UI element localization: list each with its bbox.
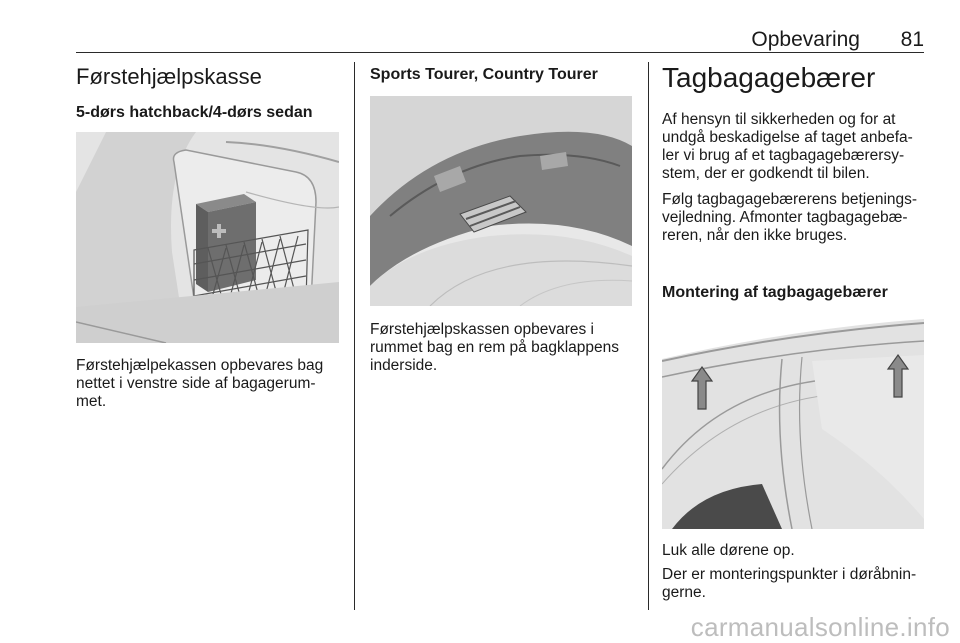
body-line: Af hensyn til sikkerheden og for at [662, 111, 896, 128]
body-line: Følg tagbagagebærerens betjenings- [662, 191, 918, 208]
roof-illustration-wrap [662, 319, 924, 529]
roof-rack-heading: Tagbagagebærer [662, 62, 876, 93]
body-line: undgå beskadigelse af taget anbefa- [662, 129, 913, 146]
col3-para2 [662, 191, 937, 245]
body-line: met. [76, 393, 107, 410]
body-line: Førstehjælpekassen opbevares bag [76, 357, 324, 374]
col2-subheading: Sports Tourer, Country Tourer [370, 66, 598, 83]
col3-para3: Luk alle dørene op. [662, 542, 795, 559]
body-line: rummet bag en rem på bagklappens [370, 339, 620, 356]
watermark: carmanualsonline.info [690, 612, 950, 642]
col3-para4 [662, 566, 937, 602]
first-aid-tourer-figure [370, 96, 632, 306]
body-line: vejledning. Afmonter tagbagagebæ- [662, 209, 908, 226]
trunk-illustration-1 [76, 132, 339, 343]
body-line: gerne. [662, 584, 706, 601]
col1-subheading: 5-dørs hatchback/4-dørs sedan [76, 104, 313, 121]
column-divider-1 [354, 62, 355, 610]
first-aid-heading: Førstehjælpskasse [76, 64, 262, 89]
page-number: 81 [900, 28, 924, 51]
header-rule [76, 52, 924, 53]
col1-body [76, 357, 346, 411]
col2-body [370, 321, 642, 375]
running-header-title: Opbevaring [751, 28, 860, 51]
body-line: inderside. [370, 357, 438, 374]
col3-para1 [662, 111, 937, 183]
body-line: reren, når den ikke bruges. [662, 227, 848, 244]
body-line: stem, der er godkendt til bilen. [662, 165, 870, 182]
body-line: Der er monteringspunkter i døråbnin- [662, 566, 917, 583]
body-line: Førstehjælpskassen opbevares i [370, 321, 594, 338]
first-aid-kit-icon [196, 194, 256, 292]
roof-illustration [662, 319, 924, 529]
first-aid-hatchback-figure [76, 132, 339, 343]
tailgate-illustration [370, 96, 632, 306]
body-line: ler vi brug af et tagbagagebærersy- [662, 147, 905, 164]
body-line: nettet i venstre side af bagagerum- [76, 375, 316, 392]
column-divider-2 [648, 62, 649, 610]
mounting-subheading: Montering af tagbagagebærer [662, 284, 888, 301]
